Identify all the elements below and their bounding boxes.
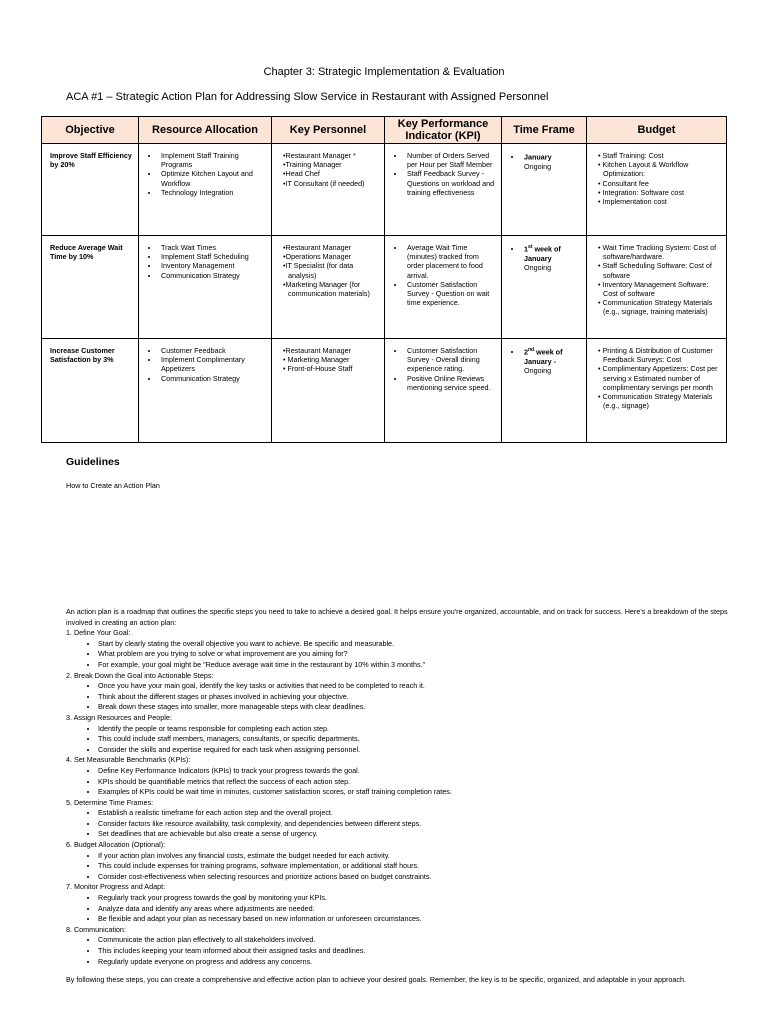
- resource-item: • Implement Staff Scheduling: [159, 252, 266, 261]
- time-frame-cell: [502, 144, 587, 236]
- step-title: 1. Define Your Goal:: [66, 628, 131, 638]
- step-bullet: • Start by clearly stating the overall objective you want to achieve. Be specific and measurable.: [98, 639, 746, 650]
- budget-item: • Inventory Management Software: Cost of software: [598, 279, 709, 299]
- resource-list: [147, 151, 266, 197]
- header-time-frame: Time Frame: [502, 117, 587, 144]
- objective-cell: [42, 339, 139, 443]
- resource-allocation-cell: [139, 339, 272, 443]
- guidelines-heading: Guidelines: [66, 456, 120, 468]
- step-title: 8. Communication:: [66, 924, 126, 934]
- time-frame-list: [510, 243, 581, 272]
- personnel-item: •Restaurant Manager: [283, 243, 352, 252]
- personnel-item: •Marketing Manager (for communication materials): [283, 279, 370, 299]
- step-bullet: • Set deadlines that are achievable but also create a sense of urgency.: [98, 829, 746, 840]
- budget-item: • Implementation cost: [598, 197, 667, 207]
- key-personnel-cell: [272, 144, 385, 236]
- budget-item: • Communication Strategy Materials (e.g., signage): [598, 392, 713, 411]
- objective-cell: [42, 144, 139, 236]
- header-key-personnel: Key Personnel: [272, 117, 385, 144]
- header-resource-allocation: Resource Allocation: [139, 117, 272, 144]
- header-kpi: Key Performance Indicator (KPI): [385, 117, 502, 144]
- personnel-item: •Restaurant Manager: [283, 346, 352, 355]
- resource-item: • Implement Staff Training Programs: [159, 151, 266, 169]
- step-title: 2. Break Down the Goal into Actionable Steps:: [66, 670, 214, 680]
- step-bullet: • Consider cost-effectiveness when selecting resources and prioritize actions based on budget constraints.: [98, 872, 746, 883]
- time-frame-list: [510, 151, 581, 171]
- step-bullet: • Be flexible and adapt your plan as necessary based on new information or unforeseen circumstances.: [98, 914, 746, 925]
- step-bullets: [66, 808, 746, 840]
- personnel-item: •Training Manager: [283, 160, 342, 170]
- step-bullets: [66, 724, 746, 756]
- kpi-item: • Customer Satisfaction Survey - Overall dining experience rating.: [405, 346, 496, 374]
- step-title: 4. Set Measurable Benchmarks (KPIs):: [66, 755, 191, 765]
- kpi-cell: [385, 144, 502, 236]
- personnel-item: •IT Specialist (for data analysis): [283, 261, 354, 280]
- kpi-cell: [385, 339, 502, 443]
- kpi-list: [393, 151, 496, 197]
- table-row: [42, 144, 727, 236]
- budget-cell: [587, 144, 727, 236]
- kpi-item: • Positive Online Reviews mentioning service speed.: [405, 374, 496, 392]
- header-objective: Objective: [42, 117, 139, 144]
- objective-text: Reduce Average Wait Time by 10%: [50, 243, 123, 262]
- resource-item: • Communication Strategy: [159, 271, 266, 280]
- budget-item: • Wait Time Tracking System: Cost of software/hardware.: [598, 243, 717, 262]
- step-title: 5. Determine Time Frames:: [66, 797, 154, 807]
- key-personnel-cell: [272, 339, 385, 443]
- time-frame-item: [522, 346, 581, 375]
- kpi-list: [393, 346, 496, 392]
- step-bullet: • What problem are you trying to solve or what improvement are you aiming for?: [98, 649, 746, 660]
- kpi-item: • Staff Feedback Survey - Questions on workload and training effectiveness: [405, 169, 496, 197]
- step-bullet: • Communicate the action plan effectively to all stakeholders involved.: [98, 935, 746, 946]
- personnel-item: • Front-of-House Staff: [283, 364, 353, 374]
- step-bullet: • Establish a realistic timeframe for each action step and the overall project.: [98, 808, 746, 819]
- budget-item: • Communication Strategy Materials (e.g., signage, training materials): [598, 298, 713, 317]
- time-frame-sub: Ongoing: [524, 161, 552, 171]
- resource-list: [147, 243, 266, 280]
- step-title: 3. Assign Resources and People:: [66, 712, 172, 722]
- budget-cell: [587, 236, 727, 339]
- kpi-list: [393, 243, 496, 307]
- budget-item: • Kitchen Layout & Workflow Optimization:: [598, 160, 689, 179]
- step-bullet: • Examples of KPIs could be wait time in minutes, customer satisfaction scores, or staff training completion rates.: [98, 787, 746, 798]
- step-bullet: • This includes keeping your team informed about their assigned tasks and deadlines.: [98, 946, 746, 957]
- budget-item: • Printing & Distribution of Customer Feedback Surveys: Cost: [598, 346, 713, 365]
- kpi-cell: [385, 236, 502, 339]
- step-bullet: • Regularly update everyone on progress and address any concerns.: [98, 957, 746, 968]
- personnel-item: •Head Chef: [283, 169, 320, 179]
- personnel-item: •IT Consultant (if needed): [283, 178, 365, 188]
- step-title: 7. Monitor Progress and Adapt:: [66, 882, 166, 892]
- time-frame-cell: [502, 236, 587, 339]
- step-bullets: [66, 681, 746, 713]
- time-frame-sub: Ongoing: [524, 365, 552, 375]
- table-row: [42, 236, 727, 339]
- resource-allocation-cell: [139, 144, 272, 236]
- table-header-row: [42, 117, 727, 144]
- personnel-item: •Restaurant Manager *: [283, 151, 356, 160]
- action-plan-table: [41, 116, 727, 443]
- personnel-item: • Marketing Manager: [283, 355, 350, 365]
- budget-item: • Consultant fee: [598, 178, 649, 188]
- step-bullet: • Consider factors like resource availability, task complexity, and dependencies between different steps.: [98, 819, 746, 830]
- steps-list: [66, 628, 746, 967]
- objective-text: Improve Staff Efficiency by 20%: [50, 151, 132, 170]
- step-bullet: • Break down these stages into smaller, more manageable steps with clear deadlines.: [98, 702, 746, 713]
- time-frame-sup: st: [528, 244, 533, 250]
- step-bullet: • Consider the skills and expertise required for each task when assigning personnel.: [98, 745, 746, 756]
- intro-paragraph: An action plan is a roadmap that outlines the specific steps you need to take to achieve a desired goal. It helps ensure you're organized, accountable, and on track for success. Here's a breakdown of the steps involved in creating an action plan:: [66, 607, 728, 627]
- howto-title: How to Create an Action Plan: [66, 481, 160, 490]
- step-bullets: [66, 639, 746, 671]
- step-bullet: • Once you have your main goal, identify the key tasks or activities that need to be completed to reach it.: [98, 681, 746, 692]
- budget-item: • Complimentary Appetizers: Cost per serving x Estimated number of complimentary servings per month: [598, 364, 718, 392]
- resource-item: • Communication Strategy: [159, 374, 266, 383]
- time-frame-cell: [502, 339, 587, 443]
- resource-allocation-cell: [139, 236, 272, 339]
- time-frame-main-rest: week of January: [524, 244, 561, 263]
- closing-paragraph: By following these steps, you can create a comprehensive and effective action plan to achieve your desired goals. Remember, the key is to be specific, organized, and adaptable in your approach.: [66, 975, 686, 985]
- personnel-item: •Operations Manager: [283, 252, 352, 262]
- resource-item: • Technology Integration: [159, 188, 266, 197]
- resource-item: • Customer Feedback: [159, 346, 266, 355]
- step-bullet: • Think about the different stages or phases involved in achieving your objective.: [98, 692, 746, 703]
- objective-text: Increase Customer Satisfaction by 3%: [50, 346, 115, 365]
- budget-cell: [587, 339, 727, 443]
- kpi-item: • Average Wait Time (minutes) tracked from order placement to food arrival.: [405, 243, 496, 280]
- resource-item: • Implement Complimentary Appetizers: [159, 355, 266, 373]
- kpi-item: • Number of Orders Served per Hour per Staff Member: [405, 151, 496, 169]
- resource-list: [147, 346, 266, 383]
- time-frame-item: [522, 151, 581, 171]
- step-bullet: • Analyze data and identify any areas where adjustments are needed.: [98, 904, 746, 915]
- budget-item: • Staff Training: Cost: [598, 151, 664, 160]
- step-title: 6. Budget Allocation (Optional):: [66, 840, 166, 850]
- key-personnel-cell: [272, 236, 385, 339]
- time-frame-main: 1: [524, 244, 528, 254]
- step-bullets: [66, 893, 746, 925]
- step-bullet: • This could include staff members, managers, consultants, or specific departments.: [98, 734, 746, 745]
- step-bullets: [66, 766, 746, 798]
- step-bullet: • For example, your goal might be "Reduce average wait time in the restaurant by 10% within 3 months.": [98, 660, 746, 671]
- time-frame-list: [510, 346, 581, 375]
- guidelines-body: [66, 607, 746, 986]
- aca-title: ACA #1 – Strategic Action Plan for Addressing Slow Service in Restaurant with Assigned Personnel: [66, 91, 549, 103]
- time-frame-main: January: [524, 152, 552, 162]
- step-bullet: • If your action plan involves any financial costs, estimate the budget needed for each activity.: [98, 851, 746, 862]
- resource-item: • Optimize Kitchen Layout and Workflow: [159, 169, 266, 187]
- time-frame-main-rest: week of January -: [524, 347, 563, 366]
- chapter-title: Chapter 3: Strategic Implementation & Evaluation: [263, 66, 505, 78]
- step-bullet: • Regularly track your progress towards the goal by monitoring your KPIs.: [98, 893, 746, 904]
- budget-item: • Integration: Software cost: [598, 187, 685, 197]
- step-bullets: [66, 935, 746, 967]
- table-row: [42, 339, 727, 443]
- kpi-item: • Customer Satisfaction Survey - Question on wait time experience.: [405, 280, 496, 308]
- header-budget: Budget: [587, 117, 727, 144]
- step-bullets: [66, 851, 746, 883]
- budget-item: • Staff Scheduling Software: Cost of software: [598, 261, 712, 280]
- step-bullet: • Identify the people or teams responsible for completing each action step.: [98, 724, 746, 735]
- time-frame-sup: nd: [528, 347, 535, 353]
- step-bullet: • This could include expenses for training programs, software implementation, or additional staff hours.: [98, 861, 746, 872]
- time-frame-main: 2: [524, 347, 528, 357]
- step-bullet: • Define Key Performance Indicators (KPIs) to track your progress towards the goal.: [98, 766, 746, 777]
- resource-item: • Track Wait Times: [159, 243, 266, 252]
- time-frame-item: [522, 243, 581, 272]
- resource-item: • Inventory Management: [159, 261, 266, 270]
- objective-cell: [42, 236, 139, 339]
- step-bullet: • KPIs should be quantifiable metrics that reflect the success of each action step.: [98, 777, 746, 788]
- time-frame-sub: Ongoing: [524, 262, 552, 272]
